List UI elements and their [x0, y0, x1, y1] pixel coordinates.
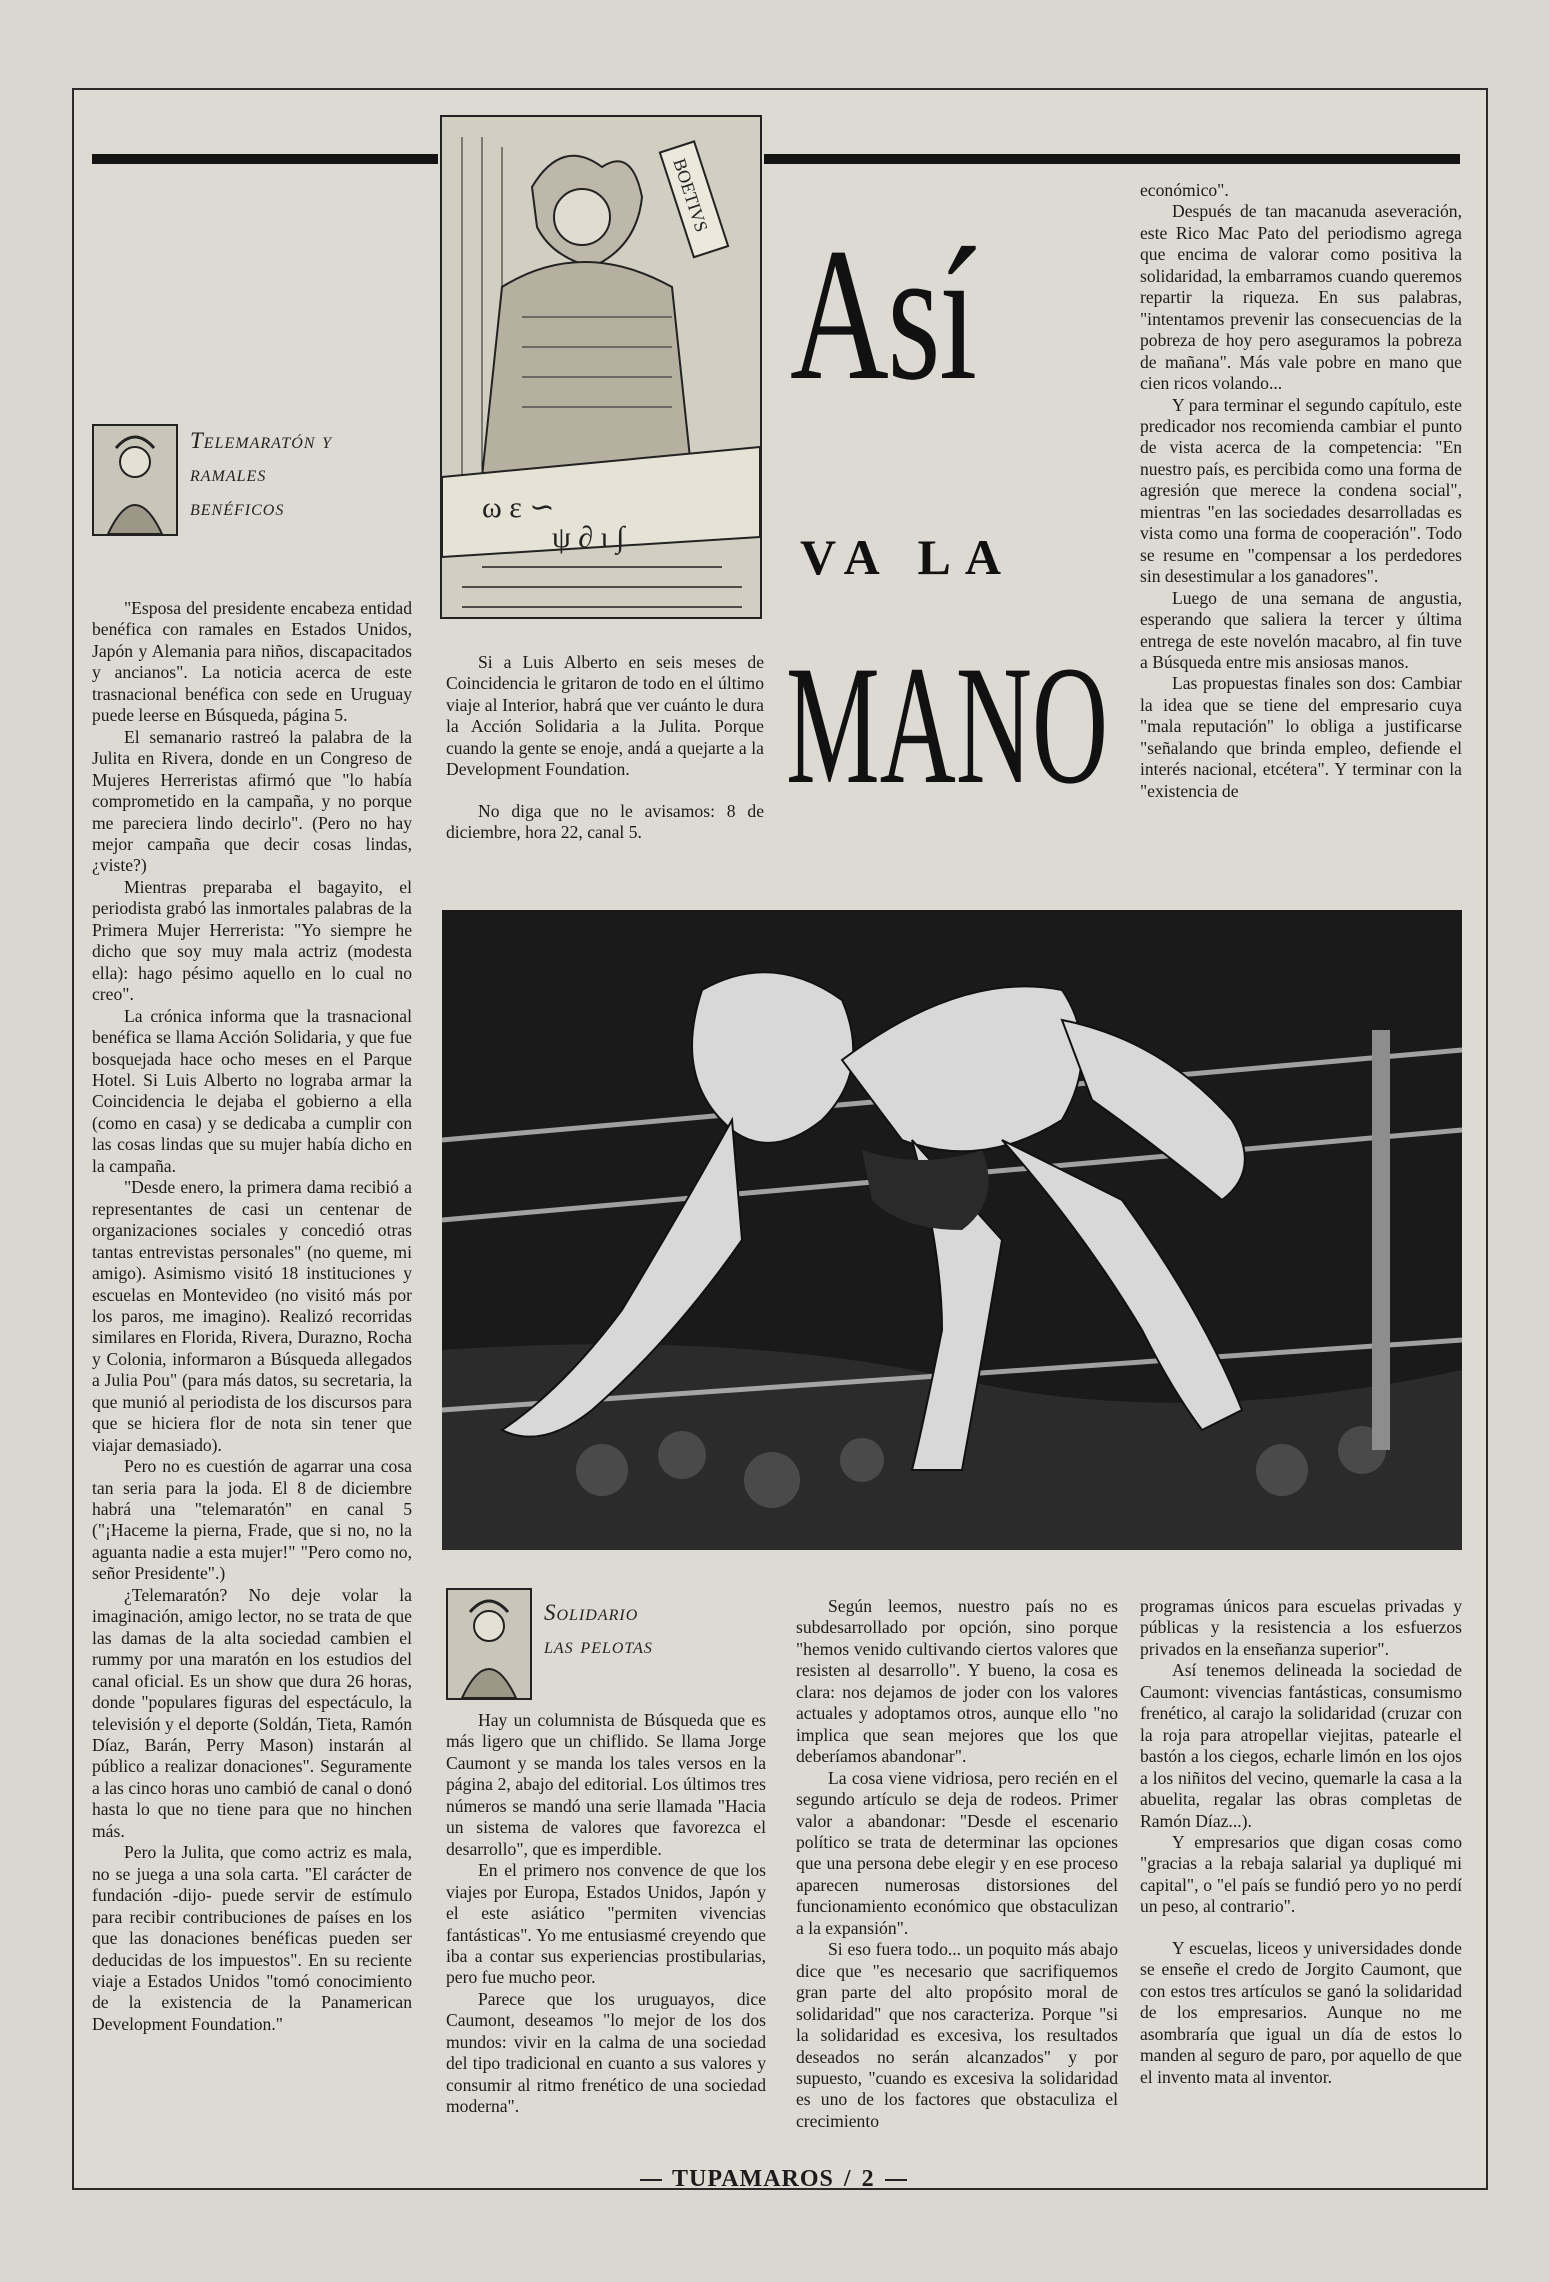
paragraph: Según leemos, nuestro país no es subdesarrollado por opción, sino porque "hemos venido cultivando ciertos valores que resisten al desarrollo". Y bueno, la cosa es clara: nos dejamos de joder con los valores actuales y adoptamos otros, aunque ello "no implica que sean mejores que los que deberíamos abandonar".	[796, 1596, 1118, 1767]
paragraph: "Esposa del presidente encabeza entidad benéfica con ramales en Estados Unidos, Japón y Alemania para niños, discapacitados y ancianos". La noticia acerca de este trasnacional benéfica con sede en Uruguay puede leerse en Búsqueda, página 5.	[92, 598, 412, 726]
section-header-telemaraton	[92, 424, 332, 536]
section-title-line: las pelotas	[544, 1633, 653, 1659]
paragraph: Pero la Julita, que como actriz es mala, no se juega a una sola carta. "El carácter de fundación -dijo- puede servir de estímulo para recibir contribuciones de países en los que las donaciones benéficas pueden ser deducidas de los impuestos". En su reciente viaje a Estados Unidos "tomó conocimiento de la existencia de la Panamerican Development Foundation."	[92, 1842, 412, 2034]
section-title-line: Solidario	[544, 1600, 639, 1625]
paragraph: Hay un columnista de Búsqueda que es más ligero que un chiflido. Se llama Jorge Caumont y se manda los tales versos en la página 2, abajo del editorial. Los últimos tres números se mandó una serie llamada "Hacia un sistema de valores que favorezca el desarrollo", que es imperdible.	[446, 1710, 766, 1859]
paragraph: La cosa viene vidriosa, pero recién en el segundo artículo se deja de rodeos. Primer valor a abandonar: "Desde el escenario político se trata de determinar las opciones que una persona debe elegir y en ese proceso aparecen numerosas distorsiones del funcionamiento económico que obstaculizan a la expansión".	[796, 1767, 1118, 1938]
svg-text:ψ ∂ ι ∫: ψ ∂ ι ∫	[552, 521, 625, 554]
section-title-line: ramales	[190, 461, 267, 487]
headline-word-mano: MANO	[786, 631, 1109, 819]
article-column-4-bottom	[1140, 1596, 1462, 2088]
paragraph: Las propuestas finales son dos: Cambiar la idea que se tiene del empresario cuya "mala reputación" lo obliga a justificarse "señalando que brinda empleo, defiende el interés nacional, etcétera". Y terminar con la "existencia de	[1140, 673, 1462, 801]
paragraph: Y empresarios que digan cosas como "gracias a la rebaja salarial ya dupliqué mi capital", o "el país se fundió pero yo no perdí un peso, al contrario".	[1140, 1831, 1462, 1917]
headline-word-asi: Así	[790, 210, 976, 420]
page-number: 2	[861, 2166, 875, 2192]
paragraph: ¿Telemaratón? No deje volar la imaginación, amigo lector, no se trata de que las damas de la alta sociedad cambien el rummy por una maratón en los estudios del canal oficial. Es un show que dura 26 horas, donde "populares figuras del espectáculo, la televisión y el deporte (Soldán, Tieta, Ramón Díaz, Barán, Perry Mason) instarán al público a realizar donaciones". Seguramente a las cinco horas uno cambió de canal o donó hasta lo que no tiene para que no hinchen más.	[92, 1584, 412, 1841]
svg-text:ω ε ∽: ω ε ∽	[482, 491, 555, 524]
paragraph: Y para terminar el segundo capítulo, este predicador nos recomienda cambiar el punto de vista acerca de la competencia: "En nuestro país, es percibida como una forma de agresión que merece la condena social", mientras "en las sociedades desarrolladas es vista como una forma de cooperación". Todo se resume en "compensar a los perdedores sin desestimular a los ganadores".	[1140, 394, 1462, 587]
paragraph: "Desde enero, la primera dama recibió a representantes de casi un centenar de organizaciones sociales y concedió otras tantas entrevistas personales" (no queme, mi amigo). Asimismo visitó 18 instituciones y escuelas en Montevideo (no visitó más por los paros, me imagino). Realizó recorridas similares en Florida, Rivera, Durazno, Rocha y Colonia, informaron a Búsqueda allegados a Julia Pou" (para más datos, su secretaria, la que munió al periodista de los discursos para que se hiciera flor de nota sin tener que viajar demasiado).	[92, 1177, 412, 1455]
paragraph: Pero no es cuestión de agarrar una cosa tan seria para la joda. El 8 de diciembre habrá una "telemaratón" en canal 5 ("¡Haceme la pierna, Frade, que si no, no la aguanta nadie a esta mujer!" "Pero como no, señor Presidente".)	[92, 1456, 412, 1584]
portrait-woodcut-icon	[92, 424, 178, 536]
footer-dash	[640, 2179, 662, 2181]
section-title-line: Telemaratón y	[190, 428, 333, 453]
top-rule-right	[764, 154, 1460, 164]
paragraph: Mientras preparaba el bagayito, el periodista grabó las inmortales palabras de la Primera Mujer Herrerista: "Yo siempre he dicho que soy muy mala actriz (modesta ella): hago pésimo aquello en lo cual no creo".	[92, 876, 412, 1005]
footer-dash	[885, 2179, 907, 2181]
article-column-3-bottom	[796, 1596, 1118, 2132]
footer-separator: /	[843, 2166, 852, 2192]
article-column-2-top	[446, 652, 764, 844]
paragraph: Parece que los uruguayos, dice Caumont, deseamos "lo mejor de los dos mundos: vivir en la calma de una sociedad del tipo tradicional en cuanto a sus valores y consumir al ritmo frenético de una sociedad moderna".	[446, 1988, 766, 2117]
section-header-solidario	[446, 1588, 653, 1700]
paragraph: La crónica informa que la trasnacional benéfica se llama Acción Solidaria, y que fue bosquejada hace ocho meses en el Parque Hotel. Si Luis Alberto no lograba armar la Coincidencia le dejaba el gobierno a ella (como en casa) y se dedicaba a cumplir con las cosas lindas que su mujer había dicho en la campaña.	[92, 1005, 412, 1176]
paragraph: Después de tan macanuda aseveración, este Rico Mac Pato del periodismo agrega que encima de valorar como positiva la solidaridad, la embarramos cuando queremos repartir la riqueza. En sus palabras, "intentamos prevenir las consecuencias de la pobreza de hoy pero aseguramos la pobreza de mañana". Más vale pobre en mano que cien ricos volando...	[1140, 201, 1462, 394]
paragraph: Si a Luis Alberto en seis meses de Coincidencia le gritaron de todo en el último viaje al Interior, habrá que ver cuánto le dura la Acción Solidaria a la Julita. Porque cuando la gente se enoje, andá a quejarte a la Development Foundation.	[446, 652, 764, 780]
paragraph: Luego de una semana de angustia, esperando que saliera la tercer y última entrega de este novelón macabro, al fin tuve a Búsqueda entre mis ansiosas manos.	[1140, 587, 1462, 672]
article-column-3-top	[1140, 180, 1462, 802]
publication-name: TUPAMAROS	[672, 2166, 834, 2192]
paragraph: económico".	[1140, 180, 1229, 200]
paragraph: programas únicos para escuelas privadas y públicas y la resistencia a los esfuerzos privados en la enseñanza superior".	[1140, 1596, 1462, 1659]
paragraph: En el primero nos convence de que los viajes por Europa, Estados Unidos, Japón y el este asiático "permiten vivencias fantásticas". Yo me entusiasmé creyendo que iba a contar sus experiencias prostibularias, pero fue mucho peor.	[446, 1860, 766, 1988]
woodcut-illustration	[440, 115, 762, 619]
paragraph: Así tenemos delineada la sociedad de Caumont: vivencias fantásticas, consumismo frenético, al carajo la solidaridad (cruzar con la roja para atropellar viejitas, patearle el bastón a los ciegos, echarle limón en los ojos a los niñitos del vecino, quemarle la casa a la abuelita, regalar las obras completas de Ramón Díaz...).	[1140, 1660, 1462, 1831]
top-rule-left	[92, 154, 438, 164]
paragraph: El semanario rastreó la palabra de la Julita en Rivera, donde en un Congreso de Mujeres Herreristas afirmó que "lo había comprometido en la campaña, y no porque me pareciera lindo decirlo". (Pero no hay mejor campaña que decir cosas lindas, ¿viste?)	[92, 726, 412, 876]
scroll-label: BOETIVS	[669, 155, 712, 235]
section-title-line: benéficos	[190, 494, 285, 520]
paragraph: Y escuelas, liceos y universidades donde se enseñe el credo de Jorgito Caumont, que con estos tres artículos se ganó la solidaridad de los empresarios. Aunque no me asombraría que igual un día de estos lo manden al seguro de paro, por aquello de que el invento mata al inventor.	[1140, 1937, 1462, 2087]
portrait-woodcut-icon	[446, 1588, 532, 1700]
boxing-photo	[442, 910, 1462, 1550]
article-column-1	[92, 598, 412, 2035]
paragraph: No diga que no le avisamos: 8 de diciembre, hora 22, canal 5.	[446, 800, 764, 843]
headline-word-va-la: VA LA	[800, 529, 1015, 585]
page-footer	[640, 2166, 907, 2193]
paragraph: Si eso fuera todo... un poquito más abajo dice que "es necesario que sacrifiquemos gran parte del alto propósito moral de solidaridad" que nos caracteriza. Porque "si la solidaridad es excesiva, los resultados deseados no serán alcanzados" y por supuesto, "cuando es excesiva la solidaridad es uno de los factores que obstaculiza el crecimiento	[796, 1939, 1118, 2131]
article-column-2-bottom	[446, 1710, 766, 2118]
